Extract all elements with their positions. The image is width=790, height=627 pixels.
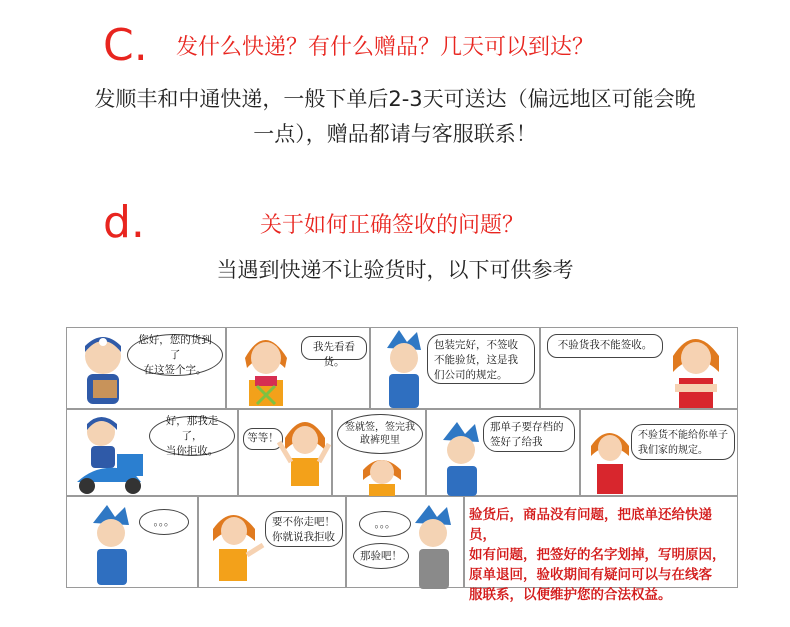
speech-bubble-r2-4: 那单子要存档的 签好了给我 (483, 416, 575, 452)
speech-bubble-r3-2: 要不你走吧！ 你就说我拒收 (265, 511, 343, 547)
courier-character-icon (73, 328, 133, 410)
comic-panel-r1-1 (66, 327, 226, 409)
comic-panel-r1-3 (370, 327, 540, 409)
comic-panel-r2-2 (238, 409, 332, 496)
courier-man-icon (379, 328, 429, 410)
speech-bubble-r1-4: 不验货我不能签收。 (547, 334, 663, 358)
section-c-answer-line1: 发顺丰和中通快递，一般下单后2-3天可送达（偏远地区可能会晚 (94, 87, 696, 111)
comic-panel-r2-1 (66, 409, 238, 496)
speech-bubble-r3-1: 。。。 (139, 509, 189, 535)
section-c-letter: C. (103, 20, 148, 71)
speech-bubble-r2-2: 等等！ (243, 428, 283, 450)
courier-man-gray-icon (409, 503, 459, 595)
signing-instructions-note: 验货后，商品没有问题，把底单还给快递员， 如有问题，把签好的名字划掉，写明原因， 原单退回，验收期间有疑问可以与在线客 服联系，以便维护您的合法权益。 (469, 507, 726, 603)
speech-bubble-r1-3: 包装完好，不签收 不能验货，这是我 们公司的规定。 (427, 334, 535, 384)
speech-bubble-r2-5: 不验货不能给你单子 我们家的规定。 (631, 424, 735, 460)
section-d-question: 关于如何正确签收的问题？ (260, 213, 525, 238)
comic-panel-r1-2 (226, 327, 370, 409)
comic-panel-r3-note (464, 496, 738, 603)
comic-panel-r2-4 (426, 409, 580, 496)
customer-girl-arms-crossed-icon (661, 328, 731, 410)
comic-panel-r2-3 (332, 409, 426, 496)
speech-bubble-r1-2: 我先看看货。 (301, 336, 367, 360)
comic-panel-r2-5 (580, 409, 738, 496)
customer-girl-waving-icon (279, 412, 329, 499)
comic-panel-r3-2 (198, 496, 346, 588)
section-c-answer-line2: 一点），赠品都请与客服联系！ (253, 122, 537, 146)
speech-bubble-r2-1: 好，那我走了， 当你拒收。 (149, 416, 235, 456)
section-d-letter: d. (103, 197, 145, 248)
customer-girl-signing-icon (357, 454, 407, 498)
speech-bubble-r3-3a: 。。。 (359, 511, 411, 537)
customer-girl-pointing-icon (205, 505, 265, 597)
speech-bubble-r2-3: 签就签，签完我 敢裤兜里 (337, 414, 423, 454)
speech-bubble-r3-3b: 那验吧！ (353, 543, 409, 569)
section-c-question: 发什么快递？有什么赠品？几天可以到达？ (176, 35, 595, 60)
courier-scooter-icon (71, 410, 151, 497)
speech-bubble-r1-1: 您好，您的货到了 在这签个字。 (127, 334, 223, 376)
courier-man-icon-3 (87, 503, 137, 595)
courier-man-icon-2 (437, 420, 487, 507)
comic-panel-r1-4 (540, 327, 738, 409)
comic-panel-r3-3 (346, 496, 464, 588)
customer-girl-icon (235, 328, 295, 410)
section-d-intro: 当遇到快递不让验货时，以下可供参考 (216, 258, 574, 282)
comic-panel-r3-1 (66, 496, 198, 588)
